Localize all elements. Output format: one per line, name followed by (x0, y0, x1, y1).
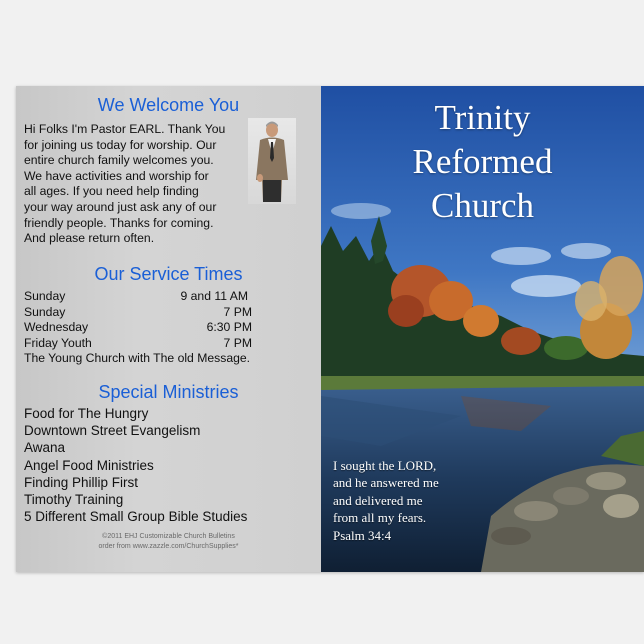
welcome-message (24, 122, 264, 247)
ministry-item: Finding Phillip First (24, 474, 139, 490)
ministry-item: Awana (24, 440, 66, 456)
ministry-item: 5 Different Small Group Bible Studies (24, 509, 248, 525)
order-credit: order from www.zazzle.com/ChurchSupplies* (98, 543, 239, 550)
verse-reference: Psalm 34:4 (333, 527, 392, 543)
welcome-line: Hi Folks I'm Pastor EARL. Thank You (24, 122, 226, 136)
welcome-line: for joining us today for worship. Our (24, 137, 217, 152)
verse-line: I sought the LORD, (333, 458, 437, 473)
ministry-item: Downtown Street Evangelism (24, 423, 201, 439)
ministries-heading: Special Ministries (98, 382, 239, 402)
service-time: 9 and 11 AM (180, 289, 248, 303)
service-time-row (24, 289, 248, 305)
service-time-row (24, 305, 252, 321)
service-time: 7 PM (223, 304, 252, 319)
service-day: Sunday (24, 289, 66, 303)
service-day: Sunday (24, 304, 66, 319)
ministries-list (24, 405, 314, 525)
verse-line: and delivered me (333, 492, 423, 508)
welcome-line: friendly people. Thanks for coming. (24, 215, 214, 230)
ministry-item: Angel Food Ministries (24, 457, 154, 473)
welcome-heading: We Welcome You (97, 95, 240, 115)
welcome-line: We have activities and worship for (24, 168, 209, 183)
service-times-heading: Our Service Times (94, 264, 243, 284)
service-time: 6:30 PM (206, 320, 252, 335)
service-day: Friday Youth (24, 335, 92, 350)
service-times-list (24, 289, 284, 367)
welcome-line: all ages. If you need help finding (24, 184, 199, 199)
cover-panel (321, 86, 644, 572)
welcome-line: And please return often. (24, 231, 155, 246)
ministry-item: Timothy Training (24, 492, 124, 508)
verse-line: and he answered me (333, 475, 439, 491)
service-day: Wednesday (24, 320, 89, 335)
ministry-item: Food for The Hungry (24, 406, 149, 421)
church-name-line: Church (430, 186, 535, 225)
service-time-row (24, 320, 252, 336)
service-time-row (24, 336, 252, 352)
church-name-line: Reformed (412, 142, 553, 181)
pastor-figure-icon (248, 118, 296, 204)
inside-left-panel (16, 86, 321, 572)
church-tagline: The Young Church with The old Message. (24, 351, 251, 366)
pastor-photo (248, 118, 296, 204)
service-time: 7 PM (223, 335, 252, 350)
copyright-credit: ©2011 EHJ Customizable Church Bulletins (102, 533, 235, 540)
bulletin-spread (16, 86, 644, 572)
welcome-line: your way around just ask any of our (24, 199, 217, 214)
scripture-verse (333, 457, 513, 544)
verse-line: from all my fears. (333, 510, 427, 526)
welcome-line: entire church family welcomes you. (24, 153, 214, 168)
church-name-line: Trinity (434, 98, 531, 137)
